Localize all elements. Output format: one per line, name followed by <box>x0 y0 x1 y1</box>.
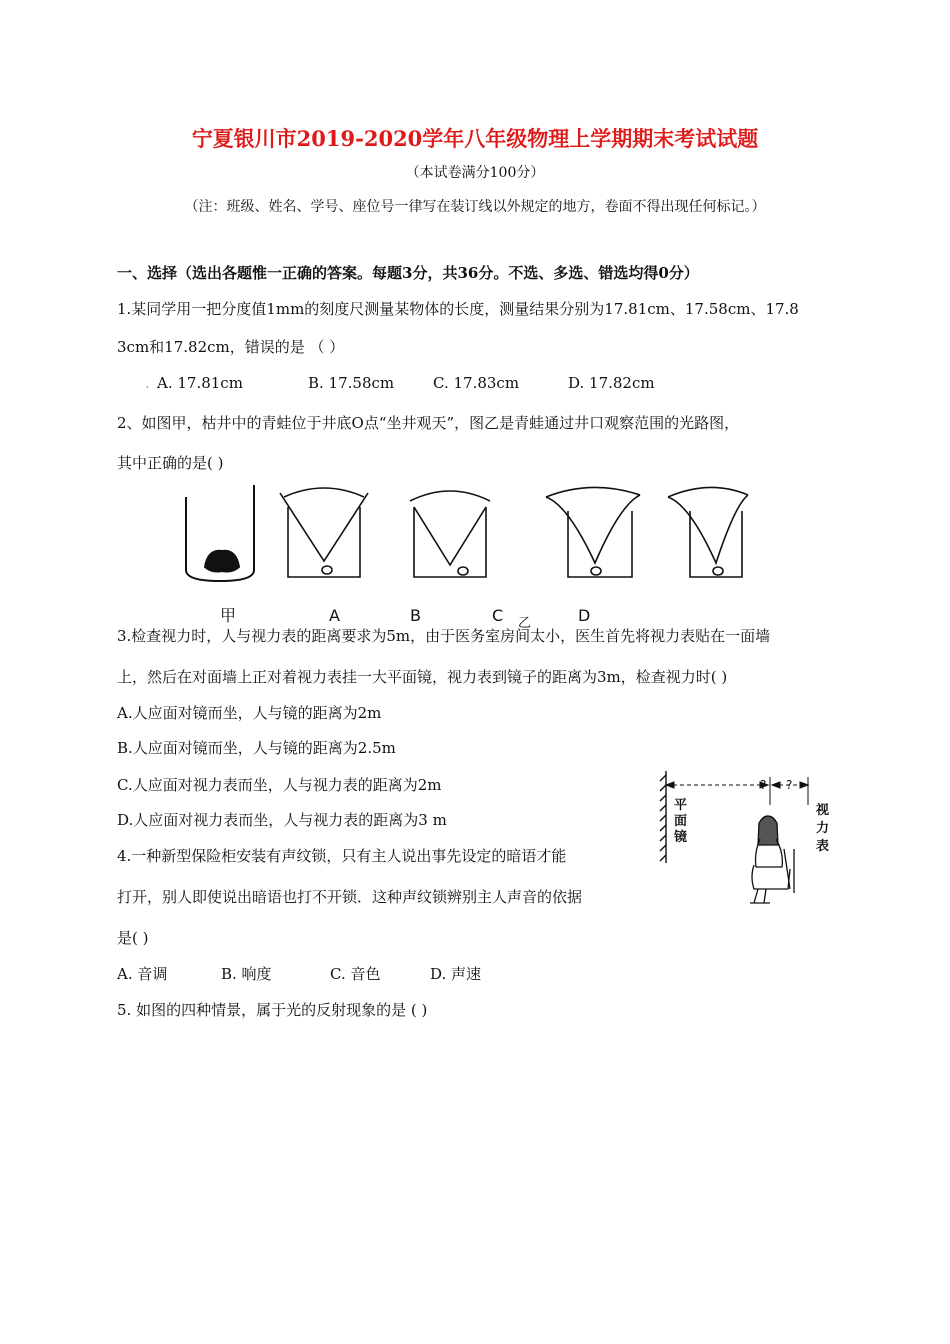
option-b: B. 响度 <box>221 965 272 983</box>
option-d: D. 17.82cm <box>568 374 655 392</box>
instructions-note: （注：班级、姓名、学号、座位号一律写在装订线以外规定的地方，卷面不得出现任何标记。） <box>184 199 766 215</box>
figure-label-c: C <box>492 606 504 625</box>
question-3-option-d: D.人应面对视力表而坐，人与视力表的距离为3 m <box>117 811 447 829</box>
option-a: A. 17.81cm <box>157 374 243 392</box>
question-2-line-1: 2、如图甲，枯井中的青蛙位于井底O点“坐井观天”，图乙是青蛙通过井口观察范围的光路图， <box>117 414 740 432</box>
figure-label-yi: 乙 <box>518 616 532 631</box>
eye-chart-label <box>816 802 832 856</box>
mirror-wall <box>660 771 666 863</box>
eye-chart-label-char: 视 <box>816 803 830 818</box>
question-4-line-3: 是( ) <box>117 929 149 947</box>
mirror-label-char: 面 <box>674 814 688 829</box>
well-frog-figure <box>180 485 750 600</box>
figure-label-b: B <box>410 606 421 625</box>
full-score-note: （本试卷满分100分） <box>405 165 545 181</box>
option-d-diagram <box>668 487 748 577</box>
option-b: B. 17.58cm <box>308 374 395 392</box>
option-a: A. 音调 <box>117 965 168 983</box>
question-5-line-1: 5. 如图的四种情景，属于光的反射现象的是 ( ) <box>117 1001 428 1019</box>
question-4-line-1: 4.一种新型保险柜安装有声纹锁，只有主人说出事先设定的暗语才能 <box>117 847 567 865</box>
question-4-line-2: 打开，别人即使说出暗语也打不开锁．这种声纹锁辨别主人声音的依据 <box>117 888 583 906</box>
figure-label-a: A <box>329 606 340 625</box>
question-3-line-2: 上，然后在对面墙上正对着视力表挂一大平面镜，视力表到镜子的距离为3m，检查视力时( ) <box>117 668 728 686</box>
eye-test-question-2: ? <box>786 778 793 792</box>
margin-mark: . <box>145 374 150 392</box>
well-diagram <box>186 485 254 581</box>
question-1-line-1: 1.某同学用一把分度值1mm的刻度尺测量某物体的长度，测量结果分别为17.81cm、17.58cm、17.8 <box>117 300 799 318</box>
question-1-line-2: 3cm和17.82cm，错误的是 （ ） <box>117 338 345 356</box>
option-d: D. 声速 <box>430 965 482 983</box>
option-a-diagram <box>280 488 368 577</box>
mirror-label-char: 平 <box>674 798 688 813</box>
mirror-label-char: 镜 <box>674 830 688 845</box>
option-c: C. 音色 <box>330 965 381 983</box>
option-c: C. 17.83cm <box>433 374 520 392</box>
question-2-line-2: 其中正确的是( ) <box>117 454 224 472</box>
question-3-option-c: C.人应面对视力表而坐，人与视力表的距离为2m <box>117 776 442 794</box>
option-b-diagram <box>410 491 490 577</box>
page-title: 宁夏银川市2019-2020学年八年级物理上学期期末考试试题 <box>191 126 759 151</box>
seated-person <box>750 816 794 903</box>
question-3-option-a: A.人应面对镜而坐，人与镜的距离为2m <box>117 704 382 722</box>
figure-label-jia: 甲 <box>220 606 237 625</box>
mirror-label <box>674 798 690 846</box>
option-c-diagram <box>546 487 640 577</box>
eye-chart-label-char: 力 <box>816 821 830 836</box>
question-3-option-b: B.人应面对镜而坐，人与镜的距离为2.5m <box>117 739 396 757</box>
question-3-line-1: 3.检查视力时，人与视力表的距离要求为5m，由于医务室房间太小，医生首先将视力表贴在一面墙 <box>117 627 771 645</box>
eye-chart-label-char: 表 <box>816 839 830 854</box>
figure-label-d: D <box>578 606 591 625</box>
section-heading: 一、选择（选出各题惟一正确的答案。每题3分，共36分。不选、多选、错选均得0分） <box>117 264 699 282</box>
eye-test-question-1: ? <box>760 778 767 792</box>
